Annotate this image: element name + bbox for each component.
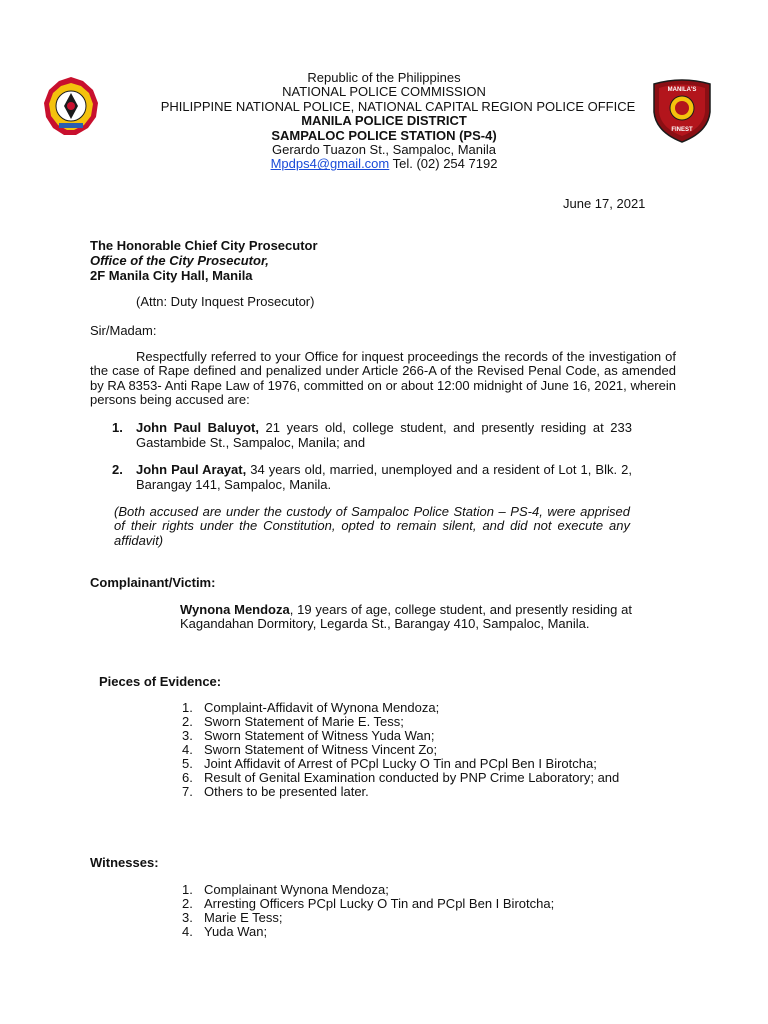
list-item (180, 925, 632, 939)
complainant-heading: Complainant/Victim: (90, 575, 216, 590)
telephone-text: Tel. (02) 254 7192 (389, 156, 498, 172)
item-text: Sworn Statement of Marie E. Tess; (204, 714, 404, 729)
accused-description: 34 years old, married, unemployed and a resident of Lot 1, Blk. 2, Barangay 141, Sampaloc, Manila. (136, 462, 632, 492)
list-item (180, 883, 632, 897)
item-number: 3. (182, 910, 193, 925)
item-text: Marie E Tess; (204, 910, 283, 925)
list-item (180, 701, 632, 715)
list-item (180, 911, 632, 925)
email-link[interactable]: Mpdps4@gmail.com (270, 156, 390, 172)
item-number: 4. (182, 742, 193, 757)
list-item (180, 715, 632, 729)
item-text: Complaint-Affidavit of Wynona Mendoza; (204, 700, 440, 715)
addressee-block (90, 238, 318, 283)
evidence-heading: Pieces of Evidence: (99, 674, 222, 689)
letter-date: June 17, 2021 (563, 196, 646, 211)
item-text: Others to be presented later. (204, 784, 369, 799)
item-number: 5. (182, 756, 193, 771)
addressee-office: Office of the City Prosecutor, (90, 253, 269, 268)
letterhead-address: Gerardo Tuazon St., Sampaloc, Manila (271, 142, 496, 158)
witnesses-heading: Witnesses: (90, 855, 159, 870)
letterhead-station: SAMPALOC POLICE STATION (PS-4) (271, 127, 497, 143)
item-text: Complainant Wynona Mendoza; (204, 882, 389, 897)
list-item (180, 897, 632, 911)
letterhead-pnp-ncrpo: PHILIPPINE NATIONAL POLICE, NATIONAL CAPITAL REGION POLICE OFFICE (160, 98, 636, 114)
intro-paragraph: Respectfully referred to your Office for inquest proceedings the records of the investigation of the case of Rape defined and penalized under Article 266-A of the Revised Penal Code, as amended by RA 8353- Anti Rape Law of 1976, committed on or about 12:00 midnight of June 16, 2021, wherein persons being accused are: (90, 349, 676, 408)
item-text: Sworn Statement of Witness Vincent Zo; (204, 742, 438, 757)
item-text: Result of Genital Examination conducted by PNP Crime Laboratory; and (204, 770, 620, 785)
accused-item (112, 463, 632, 492)
list-item (180, 743, 632, 757)
letterhead-republic: Republic of the Philippines (307, 70, 461, 85)
letterhead (0, 71, 768, 172)
svg-text:MANILA'S: MANILA'S (667, 87, 697, 93)
accused-number: 2. (112, 462, 123, 477)
item-number: 1. (182, 882, 193, 897)
item-number: 4. (182, 924, 193, 939)
letterhead-district: MANILA POLICE DISTRICT (301, 113, 467, 129)
accused-item (112, 421, 632, 450)
accused-name: John Paul Baluyot, (136, 420, 259, 435)
complainant-details (180, 603, 632, 632)
witnesses-list (180, 883, 632, 939)
item-text: Arresting Officers PCpl Lucky O Tin and PCpl Ben I Birotcha; (204, 896, 555, 911)
item-number: 6. (182, 770, 193, 785)
list-item (180, 785, 632, 799)
item-number: 2. (182, 714, 193, 729)
item-number: 7. (182, 784, 193, 799)
svg-text:FINEST: FINEST (671, 127, 693, 133)
complainant-description: , 19 years of age, college student, and presently residing at Kagandahan Dormitory, Legarda St., Barangay 410, Sampaloc, Manila. (180, 602, 632, 632)
accused-description: 21 years old, college student, and presently residing at 233 Gastambide St., Sampaloc, Manila; and (136, 420, 632, 450)
salutation: Sir/Madam: (90, 323, 157, 338)
list-item (180, 757, 632, 771)
item-text: Joint Affidavit of Arrest of PCpl Lucky O Tin and PCpl Ben I Birotcha; (204, 756, 597, 771)
complainant-name: Wynona Mendoza (180, 602, 290, 617)
attention-line: (Attn: Duty Inquest Prosecutor) (136, 294, 315, 309)
item-text: Yuda Wan; (204, 924, 268, 939)
accused-name: John Paul Arayat, (136, 462, 247, 477)
accused-number: 1. (112, 420, 123, 435)
item-number: 2. (182, 896, 193, 911)
addressee-title: The Honorable Chief City Prosecutor (90, 238, 318, 253)
list-item (180, 729, 632, 743)
letterhead-napolcom: NATIONAL POLICE COMMISSION (282, 84, 486, 100)
list-item (180, 771, 632, 785)
item-number: 1. (182, 700, 193, 715)
evidence-list (180, 701, 632, 799)
item-text: Sworn Statement of Witness Yuda Wan; (204, 728, 435, 743)
item-number: 3. (182, 728, 193, 743)
addressee-location: 2F Manila City Hall, Manila (90, 268, 253, 283)
custody-note: (Both accused are under the custody of Sampaloc Police Station – PS-4, were apprised of their rights under the Constitution, opted to remain silent, and did not execute any affidavit) (114, 504, 630, 548)
letterhead-contact (0, 157, 768, 171)
